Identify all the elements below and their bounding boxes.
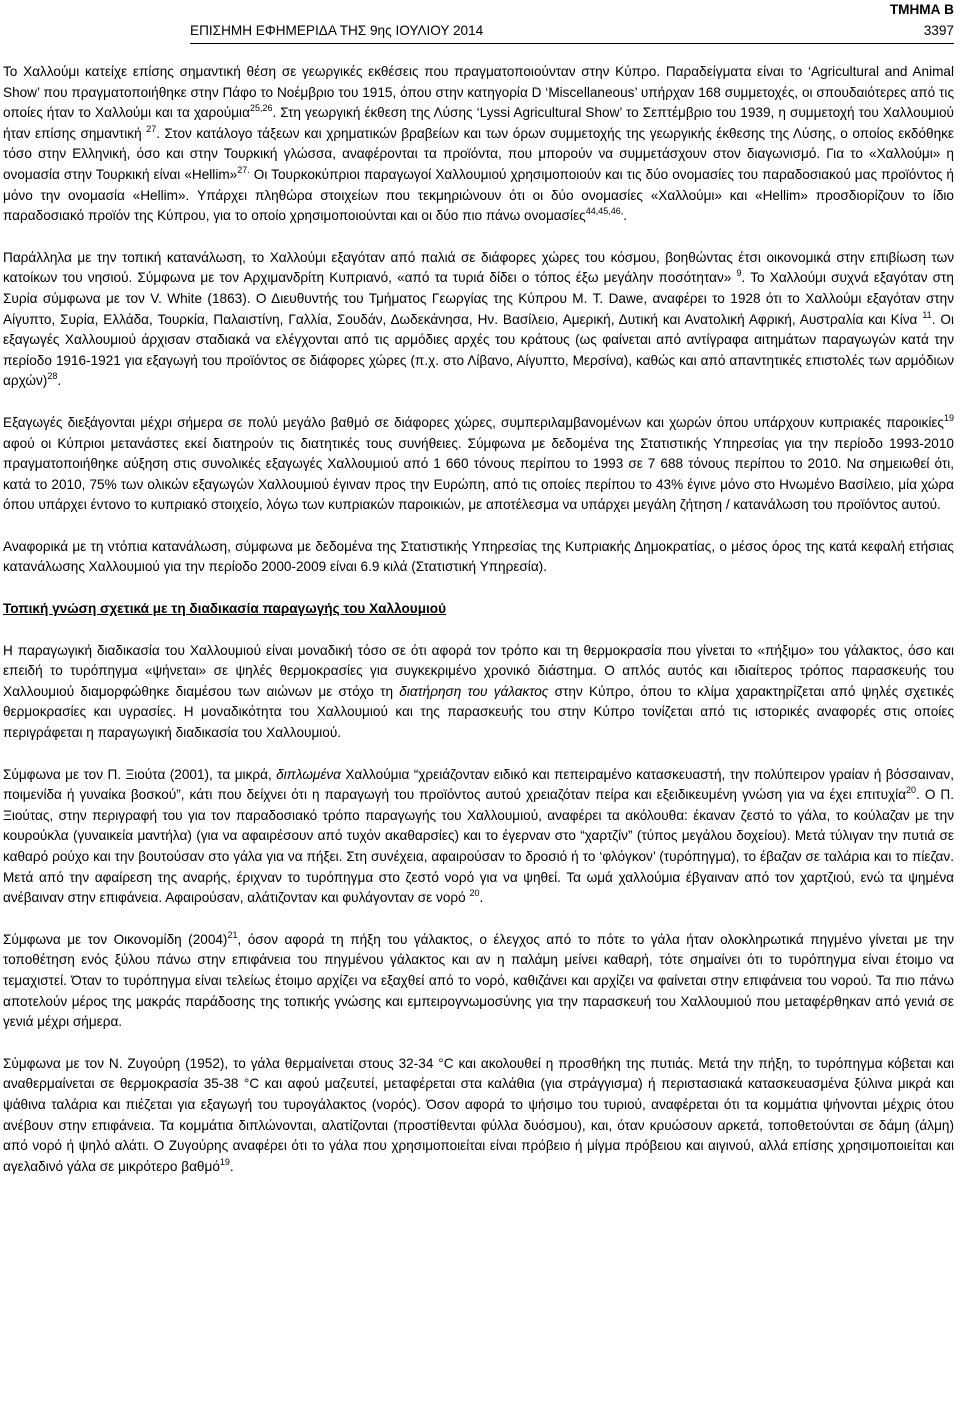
- header-divider: [190, 43, 954, 44]
- footnote-ref: 27.: [237, 164, 250, 175]
- section-heading: Τοπική γνώση σχετικά με τη διαδικασία παραγωγής του Χαλλουμιού: [3, 601, 447, 617]
- text-run: Αναφορικά με τη ντόπια κατανάλωση, σύμφωνα με δεδομένα της Στατιστικής Υπηρεσίας της Κυπριακής Δημοκρατίας, ο μέσος όρος της κατά κεφαλή ετήσιας κατανάλωσης Χαλλουμιού για την περίοδο 2000-2009 είναι 6.9 κιλά (Στατιστική Υπηρεσία).: [3, 538, 954, 575]
- text-run: , όσον αφορά τη πήξη του γάλακτος, ο έλεγχος από το πότε το γάλα ήταν ολοκληρωτικά πηγμένο γίνεται με την τοποθέτηση ενός ξύλου πάνω στην επιφάνεια του πηγμένου γάλακτος και αν η παλάμη μείνει καθαρή, τότε σημαίνει ότι το τυρόπηγμα είναι έτοιμο να τεμαχιστεί. Όταν το τυρόπηγμα είναι τελείως έτοιμο αρχίζει να εξαχθεί από το νορό, καθιζάνει και αρχίζει να φαίνεται στην επιφάνεια του νορού. Τα πιο πάνω αποτελούν μέρος της μακράς παράδοσης της τοπικής γνώσης και εμπειρογνωμοσύνης για την παρασκευή του Χαλλουμιού που μεταφέρθηκαν από γενιά σε γενιά μέχρι σήμερα.: [3, 931, 954, 1030]
- footnote-ref: 19: [943, 412, 954, 423]
- text-run: Σύμφωνα με τον Ν. Ζυγούρη (1952), το γάλα θερμαίνεται στους 32-34 °C και ακολουθεί η προσθήκη της πυτιάς. Μετά την πήξη, το τυρόπηγμα κόβεται και αναθερμαίνεται σε θερμοκρασία 35-38 °C και αφού μαζευτεί, μεταφέρεται στα καλάθια (για στράγγισμα) ή περιστασιακά κατασκευασμένα ξύλινα μικρά και ψάθινα ταλάρια και πιέζεται για εξαγωγή του τυρογάλακτος (νορός). Όσον αφορά το ψήσιμο του τυριού, αναφέρεται ότι τα κομμάτια ψήνονται μέχρις ότου ανέβουν στην επιφάνεια. Τα κομμάτια διπλώνονται, αλατίζονται (προστίθενται φύλλα δυόσμου), και, όταν κρυώσουν αρκετά, τοποθετούνται σε δάμη (άλμη) από νορό ή ψηλό αλάτι. Ο Ζυγούρης αναφέρει ότι το γάλα που χρησιμοποιείται είναι πρόβειο ή μίγμα πρόβειου και αιγινού, αλλά επίσης χρησιμοποιείται και αγελαδινό γάλα σε μικρότερο βαθμό: [3, 1055, 954, 1174]
- paragraph-exports-today: [3, 413, 954, 516]
- text-run: Χαλλούμια “χρειάζονταν ειδικό και πεπειραμένο κατασκευαστή, την πολύπειρον γραίαν ή βόσσαιναν, ποιμενίδα ή γυναίκα βοσκού”, κάτι που δείχνει ότι η παραγωγή του προϊόντος αυτού χρειαζόταν πείρα και εξειδικευμένη γνώση για να έχει επιτυχία: [3, 766, 954, 803]
- footnote-ref: 9: [736, 268, 742, 279]
- text-run: .: [57, 373, 62, 389]
- text-run: Εξαγωγές διεξάγονται μέχρι σήμερα σε πολύ μεγάλο βαθμό σε διάφορες χώρες, συμπεριλαμβανομένων και χωρών όπου υπάρχουν κυπριακές παροικίες: [3, 414, 944, 430]
- paragraph-xioutas: [3, 765, 954, 909]
- paragraph-exports-history: [3, 248, 954, 392]
- text-run: Το Χαλλούμι κατείχε επίσης σημαντική θέση σε γεωργικές εκθέσεις που πραγματοποιούνταν στην Κύπρο. Παραδείγματα είναι το ‘Agricultural and Animal Show’ που πραγματοποιήθηκε στην Πάφο το Νοέμβριο του 1915, όπου στην κατηγορία D ‘Miscellaneous’ υπήρχαν 168 συμμετοχές, οι σπουδαιότερες από τις οποίες ήταν το Χαλλούμι και τα χαρούμια: [3, 64, 954, 121]
- footnote-ref: 28: [47, 371, 58, 382]
- text-run: .: [229, 1158, 234, 1174]
- text-run: . Οι εξαγωγές Χαλλουμιού άρχισαν σταδιακά να ελέγχονται από τις αρμόδιες αρχές του κράτους (ως φαίνεται από αντίγραφα αιτημάτων παραγωγών κατά την περίοδο 1916-1921 για εξαγωγή του προϊόντος σε διάφορες χώρες (π.χ. στο Λίβανο, Αίγυπτο, Μερσίνα), καθώς και από απαντητικές επιστολές των αρμόδιων αρχών): [3, 311, 954, 389]
- footnote-ref: 20: [906, 785, 917, 796]
- text-run: Η παραγωγική διαδικασία του Χαλλουμιού είναι μοναδική τόσο σε ότι αφορά τον τρόπο και τη θερμοκρασία που γίνεται το «πήξιμο» του γάλακτος, όσο και επειδή το τυρόπηγμα «ψήνεται» σε ψηλές θερμοκρασίες για συγκεκριμένο χρονικό διάστημα. Ο απλός αυτός και ιδιαίτερος τρόπος παρασκευής του Χαλλουμιού διαμορφώθηκε διαμέσου των αιώνων με στόχο τη: [3, 642, 954, 699]
- paragraph-local-consumption: [3, 537, 954, 578]
- text-run: Παράλληλα με την τοπική κατανάλωση, το Χαλλούμι εξαγόταν από παλιά σε διάφορες χώρες του κόσμου, βοηθώντας έτσι οικονομικά στην επιβίωση των κατοίκων του νησιού. Σύμφωνα με τον Αρχιμανδρίτη Κυπριανό, «από τα τυριά δίδει ο τόπος έξω μεγάλην ποσότηταν»: [3, 249, 954, 286]
- paragraph-zygouris: [3, 1054, 954, 1178]
- emphasis-text: διατήρηση του γάλακτος: [399, 683, 549, 699]
- text-run: Σύμφωνα με τον Οικονομίδη (2004): [3, 931, 228, 947]
- text-run: .: [479, 890, 484, 906]
- footnote-ref: 20: [469, 888, 480, 899]
- page-header: [190, 21, 954, 43]
- paragraph-exhibitions: [3, 62, 954, 227]
- text-run: . Στον κατάλογο τάξεων και χρηματικών βραβείων και των όρων συμμετοχής της γεωργικής έκθεσης της Λύσης, ο οποίος εκδόθηκε τόσο στην Ελληνική, όσο και στην Τουρκική γλώσσα, αναφέρονται τα προϊόντα, που μπορούν να συμμετάσχουν στον διαγωνισμό. Για το «Χαλλούμι» η ονομασία στην Τουρκική είναι «Hellim»: [3, 125, 954, 182]
- footnote-ref: 25,26: [249, 103, 273, 114]
- text-run: αφού οι Κύπριοι μετανάστες εκεί διατηρούν τις διατητικές τους συνήθειες. Σύμφωνα με δεδομένα της Στατιστικής Υπηρεσίας για την περίοδο 1993-2010 πραγματοποιήθηκε αύξηση στις συνολικές εξαγωγές Χαλλουμιού από 1 660 τόνους περίπου το 1993 σε 7 688 τόνους περίπου το 2010. Να σημειωθεί ότι, κατά το 2010, 75% των ολικών εξαγωγών Χαλλουμιού έγιναν προς την Ευρώπη, από τις οποίες περίπου το 43% έγινε μόνο στο Ηνωμένο Βασίλειο, μία χώρα όπου υπάρχει έντονο το κυπριακό στοιχείο, λόγω των κυπριακών παροικιών, με αποτέλεσμα να υπάρχει μεγάλη ζήτηση / κατανάλωση του προϊόντος αυτού.: [3, 435, 954, 513]
- footnote-ref: 27: [146, 123, 157, 134]
- footnote-ref: 21: [227, 929, 238, 940]
- text-run: Σύμφωνα με τον Π. Ξιούτα (2001), τα μικρά,: [3, 766, 277, 782]
- section-label: ΤΜΗΜΑ Β: [889, 2, 954, 17]
- paragraph-production-process: [3, 641, 954, 744]
- footnote-ref: 19: [219, 1156, 230, 1167]
- text-run: στην Κύπρο, όπου το κλίμα χαρακτηρίζεται από ψηλές σχετικές θερμοκρασίες και υγρασίες. Η μοναδικότητα του Χαλλουμιού και της παρασκευής του στην Κύπρο τονίζεται από τις ιστορικές αναφορές στις οποίες περιγράφεται η παραγωγική διαδικασία του Χαλλουμιού.: [3, 683, 954, 741]
- page-number: 3397: [923, 23, 954, 38]
- text-run: .: [623, 208, 628, 224]
- text-run: . Στη γεωργική έκθεση της Λύσης ‘Lyssi Agricultural Show’ το Σεπτέμβριο του 1939, η συμμετοχή του Χαλλουμιού ήταν επίσης σημαντική: [3, 105, 954, 141]
- footnote-ref: 11: [922, 309, 932, 320]
- text-run: Οι Τουρκοκύπριοι παραγωγοί Χαλλουμιού χρησιμοποιούν και τις δύο ονομασίες του παραδοσιακού μας προϊόντος ή μόνο την ονομασία «Hellim». Υπάρχει πληθώρα στοιχείων που τεκμηριώνουν ότι οι δύο ονομασίες «Χαλλούμι» και «Hellim» προσδιορίζουν το ίδιο παραδοσιακό προϊόν της Κύπρου, για το οποίο χρησιμοποιούνται και οι δύο πιο πάνω ονομασίες: [3, 166, 954, 224]
- footnote-ref: 44,45,46,: [585, 206, 624, 217]
- text-run: . Ο Π. Ξιούτας, στην περιγραφή του για τον παραδοσιακό τρόπο παραγωγής του Χαλλουμιού, αναφέρει τα ακόλουθα: έκαναν ζεστό το γάλα, το κούλαζαν με την κουρούκλα (γυναικεία μαντήλα) (για να αφαιρέσουν από τυχόν ακαθαρσίες) και το έγερναν στο “χαρτζίν” (τύπος μεγάλου δοχείου). Μετά τύλιγαν την πυτιά σε καθαρό ρούχο και την βουτούσαν στο γάλα για να πήξει. Στη συνέχεια, αφαιρούσαν το δροσιό ή το ‘φλόγκον’ (τυρόπηγμα), το έβαζαν σε ταλάρια και το πίεζαν. Μετά από την αφαίρεση της αναρής, έριχναν το τυρόπηγμα στο ζεστό νορό για να ψηθεί. Τα ωμά χαλλούμια έβγαιναν από τον χαρτζιού, ενώ τα ψημένα ανέβαιναν στην επιφάνεια. Αφαιρούσαν, αλάτιζονταν και φυλάγονταν σε νορό: [3, 787, 954, 906]
- paragraph-oikonomidis: [3, 930, 954, 1033]
- text-run: . Το Χαλλούμι συχνά εξαγόταν στη Συρία σύμφωνα με τον V. White (1863). Ο Διευθυντής του Τμήματος Γεωργίας της Κύπρου Μ. Τ. Dawe, αναφέρει το 1928 ότι το Χαλλούμι εξαγόταν στην Αίγυπτο, Συρία, Ελλάδα, Τουρκία, Παλαιστίνη, Γαλλία, Σουδάν, Δωδεκάνησα, Ην. Βασίλειο, Αμερική, Δυτική και Ανατολική Αφρική, Αυστραλία και Κίνα: [3, 270, 954, 327]
- gazette-title: ΕΠΙΣΗΜΗ ΕΦΗΜΕΡΙΔΑ ΤΗΣ 9ης ΙΟΥΛΙΟΥ 2014: [190, 23, 484, 38]
- emphasis-text: διπλωμένα: [276, 766, 341, 782]
- article-body: [3, 62, 954, 1177]
